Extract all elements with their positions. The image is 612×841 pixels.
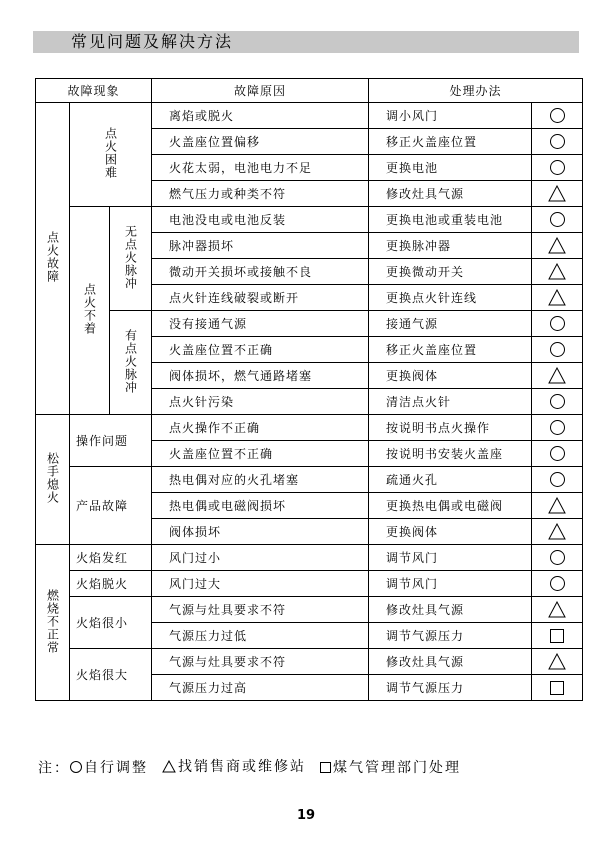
- circle-icon: [550, 108, 565, 123]
- cause-cell: 阀体损坏，燃气通路堵塞: [152, 363, 369, 389]
- group-flame-red-label: 火焰发红: [76, 550, 129, 565]
- troubleshooting-table: [35, 78, 583, 701]
- group-product-fault-label: 产品故障: [76, 498, 129, 513]
- circle-icon: [550, 134, 565, 149]
- group-has-pulse: [110, 311, 152, 415]
- circle-icon: [550, 420, 565, 435]
- triangle-icon: [548, 367, 566, 384]
- cause-cell: 风门过大: [152, 571, 369, 597]
- solution-cell: 按说明书安装火盖座: [369, 441, 532, 467]
- symbol-cell: [532, 259, 583, 285]
- triangle-icon: [548, 185, 566, 202]
- symbol-cell: [532, 233, 583, 259]
- table-row: [36, 597, 583, 623]
- group-has-pulse-label: 有点火脉冲: [123, 328, 138, 394]
- circle-icon: [550, 472, 565, 487]
- group-operation-issue: [70, 415, 152, 467]
- header-solution: 处理办法: [369, 79, 583, 103]
- solution-cell: 更换微动开关: [369, 259, 532, 285]
- symbol-cell: [532, 181, 583, 207]
- legend-gas-dept-label: 煤气管理部门处理: [333, 760, 461, 776]
- solution-cell: 修改灶具气源: [369, 597, 532, 623]
- symbol-cell: [532, 389, 583, 415]
- symbol-cell: [532, 467, 583, 493]
- circle-icon: [550, 394, 565, 409]
- group-combustion-failure: [36, 545, 70, 701]
- solution-cell: 更换电池或重装电池: [369, 207, 532, 233]
- solution-cell: 移正火盖座位置: [369, 337, 532, 363]
- circle-icon: [70, 761, 82, 773]
- group-no-pulse-label: 无点火脉冲: [123, 224, 138, 290]
- solution-cell: 移正火盖座位置: [369, 129, 532, 155]
- triangle-icon: [548, 497, 566, 514]
- cause-cell: 脉冲器损坏: [152, 233, 369, 259]
- solution-cell: 调节风门: [369, 545, 532, 571]
- triangle-icon: [548, 237, 566, 254]
- solution-cell: 更换脉冲器: [369, 233, 532, 259]
- cause-cell: 气源与灶具要求不符: [152, 649, 369, 675]
- solution-cell: 接通气源: [369, 311, 532, 337]
- table-row: [36, 545, 583, 571]
- group-hard-to-ignite-label: 点火困难: [103, 127, 118, 179]
- table-row: [36, 207, 583, 233]
- symbol-cell: [532, 285, 583, 311]
- square-icon: [320, 762, 331, 773]
- cause-cell: 点火针连线破裂或断开: [152, 285, 369, 311]
- legend-note: [38, 756, 475, 778]
- cause-cell: 没有接通气源: [152, 311, 369, 337]
- table-header: [36, 79, 583, 103]
- table-row: [36, 103, 583, 129]
- circle-icon: [550, 316, 565, 331]
- cause-cell: 火盖座位置不正确: [152, 441, 369, 467]
- solution-cell: 更换点火针连线: [369, 285, 532, 311]
- group-flame-small: [70, 597, 152, 649]
- header-cause: 故障原因: [152, 79, 369, 103]
- group-no-ignition-label: 点火不着: [82, 283, 97, 335]
- solution-cell: 按说明书点火操作: [369, 415, 532, 441]
- circle-icon: [550, 446, 565, 461]
- table-row: [36, 571, 583, 597]
- symbol-cell: [532, 155, 583, 181]
- table-row: [36, 649, 583, 675]
- symbol-cell: [532, 623, 583, 649]
- note-prefix: 注：: [38, 760, 70, 777]
- circle-icon: [550, 550, 565, 565]
- group-product-fault: [70, 467, 152, 545]
- symbol-cell: [532, 519, 583, 545]
- symbol-cell: [532, 545, 583, 571]
- solution-cell: 疏通火孔: [369, 467, 532, 493]
- solution-cell: 更换电池: [369, 155, 532, 181]
- cause-cell: 气源压力过低: [152, 623, 369, 649]
- solution-cell: 修改灶具气源: [369, 649, 532, 675]
- symbol-cell: [532, 675, 583, 701]
- group-flame-small-label: 火焰很小: [76, 615, 129, 630]
- cause-cell: 气源压力过高: [152, 675, 369, 701]
- circle-icon: [550, 212, 565, 227]
- cause-cell: 离焰或脱火: [152, 103, 369, 129]
- triangle-icon: [548, 653, 566, 670]
- legend-dealer-label: 找销售商或维修站: [178, 759, 306, 775]
- table-row: [36, 467, 583, 493]
- cause-cell: 燃气压力或种类不符: [152, 181, 369, 207]
- cause-cell: 火盖座位置不正确: [152, 337, 369, 363]
- group-hard-to-ignite: [70, 103, 152, 207]
- group-flame-off: [70, 571, 152, 597]
- solution-cell: 更换阀体: [369, 363, 532, 389]
- title-bar: [33, 31, 579, 53]
- cause-cell: 火花太弱，电池电力不足: [152, 155, 369, 181]
- solution-cell: 调小风门: [369, 103, 532, 129]
- symbol-cell: [532, 311, 583, 337]
- triangle-icon: [548, 523, 566, 540]
- symbol-cell: [532, 571, 583, 597]
- solution-cell: 调节风门: [369, 571, 532, 597]
- legend-self-adjust-label: 自行调整: [84, 759, 148, 776]
- symbol-cell: [532, 207, 583, 233]
- symbol-cell: [532, 415, 583, 441]
- symbol-cell: [532, 129, 583, 155]
- page-title: 常见问题及解决方法: [71, 32, 234, 51]
- cause-cell: 热电偶或电磁阀损坏: [152, 493, 369, 519]
- group-flame-red: [70, 545, 152, 571]
- cause-cell: 电池没电或电池反装: [152, 207, 369, 233]
- group-operation-issue-label: 操作问题: [76, 433, 129, 448]
- page-number: 19: [296, 808, 316, 823]
- solution-cell: 修改灶具气源: [369, 181, 532, 207]
- group-release-flameout-label: 松手熄火: [45, 452, 60, 504]
- cause-cell: 气源与灶具要求不符: [152, 597, 369, 623]
- header-phenomenon: 故障现象: [36, 79, 152, 103]
- symbol-cell: [532, 441, 583, 467]
- group-flame-off-label: 火焰脱火: [76, 576, 129, 591]
- circle-icon: [550, 576, 565, 591]
- legend-self-adjust: [70, 757, 148, 777]
- square-icon: [550, 681, 564, 695]
- square-icon: [550, 629, 564, 643]
- symbol-cell: [532, 337, 583, 363]
- solution-cell: 更换阀体: [369, 519, 532, 545]
- group-combustion-failure-label: 燃烧不正常: [45, 588, 60, 654]
- group-flame-large-label: 火焰很大: [76, 667, 129, 682]
- solution-cell: 更换热电偶或电磁阀: [369, 493, 532, 519]
- cause-cell: 热电偶对应的火孔堵塞: [152, 467, 369, 493]
- solution-cell: 调节气源压力: [369, 675, 532, 701]
- table-row: [36, 311, 583, 337]
- symbol-cell: [532, 649, 583, 675]
- symbol-cell: [532, 493, 583, 519]
- circle-icon: [550, 160, 565, 175]
- group-no-ignition: [70, 207, 110, 415]
- cause-cell: 点火操作不正确: [152, 415, 369, 441]
- cause-cell: 火盖座位置偏移: [152, 129, 369, 155]
- symbol-cell: [532, 597, 583, 623]
- circle-icon: [550, 342, 565, 357]
- group-ignition-failure: [36, 103, 70, 415]
- triangle-icon: [548, 601, 566, 618]
- symbol-cell: [532, 103, 583, 129]
- symbol-cell: [532, 363, 583, 389]
- cause-cell: 风门过小: [152, 545, 369, 571]
- legend-gas-dept: [320, 757, 461, 777]
- group-release-flameout: [36, 415, 70, 545]
- group-no-pulse: [110, 207, 152, 311]
- triangle-icon: [548, 263, 566, 280]
- cause-cell: 阀体损坏: [152, 519, 369, 545]
- solution-cell: 清洁点火针: [369, 389, 532, 415]
- table-row: [36, 415, 583, 441]
- triangle-icon: [162, 760, 176, 773]
- cause-cell: 点火针污染: [152, 389, 369, 415]
- solution-cell: 调节气源压力: [369, 623, 532, 649]
- triangle-icon: [548, 289, 566, 306]
- group-ignition-failure-label: 点火故障: [45, 231, 60, 283]
- group-flame-large: [70, 649, 152, 701]
- legend-dealer: [162, 756, 306, 776]
- cause-cell: 微动开关损坏或接触不良: [152, 259, 369, 285]
